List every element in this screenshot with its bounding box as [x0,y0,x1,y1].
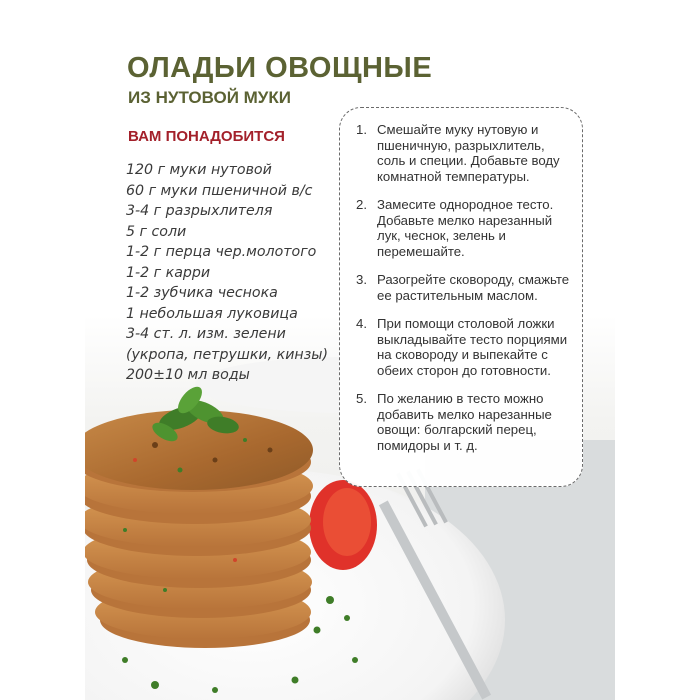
step-number: 1. [356,122,367,137]
ingredient-item: 60 г муки пшеничной в/с [126,182,313,199]
ingredient-item: 3-4 ст. л. изм. зелени [126,326,286,342]
step-item [356,197,576,259]
step-number: 2. [356,197,367,212]
step-number: 5. [356,391,367,406]
ingredients-heading: ВАМ ПОНАДОБИТСЯ [128,128,285,145]
ingredient-item: 200±10 мл воды [126,367,250,383]
step-item [356,316,576,378]
ingredient-item: 3-4 г разрыхлителя [126,203,273,219]
ingredient-item: 1 небольшая луковица [126,305,298,322]
step-item [356,272,576,303]
recipe-title: ОЛАДЬИ ОВОЩНЫЕ [127,52,433,84]
step-number: 4. [356,316,367,331]
ingredient-item: 1-2 г перца чер.молотого [126,244,317,260]
ingredient-item: 1-2 зубчика чеснока [126,285,278,301]
step-item [356,122,576,184]
ingredient-item: 120 г муки нутовой [126,162,272,178]
step-text: Разогрейте сковороду, смажьте ее растительным маслом. [377,272,570,303]
step-item [356,391,576,453]
recipe-subtitle: ИЗ НУТОВОЙ МУКИ [128,88,291,107]
ingredients-list [126,160,328,386]
pancake-stack [85,410,313,648]
ingredient-item: (укропа, петрушки, кинзы) [126,346,328,363]
ingredient-item: 5 г соли [126,223,187,240]
step-text: При помощи столовой ложки выкладывайте тесто порциями на сковороду и выпекайте с обеих сторон до готовности. [377,316,568,378]
step-text: Замесите однородное тесто. Добавьте мелко нарезанный лук, чеснок, зелень и перемешайте. [377,197,554,259]
steps-panel [339,107,583,487]
step-text: Смешайте муку нутовую и пшеничную, разрыхлитель, соль и специи. Добавьте воду комнатной температуры. [377,122,560,184]
ingredient-item: 1-2 г карри [126,264,211,281]
step-number: 3. [356,272,367,287]
steps-list [356,122,576,466]
step-text: По желанию в тесто можно добавить мелко нарезанные овощи: болгарский перец, помидоры и т. д. [377,391,552,453]
